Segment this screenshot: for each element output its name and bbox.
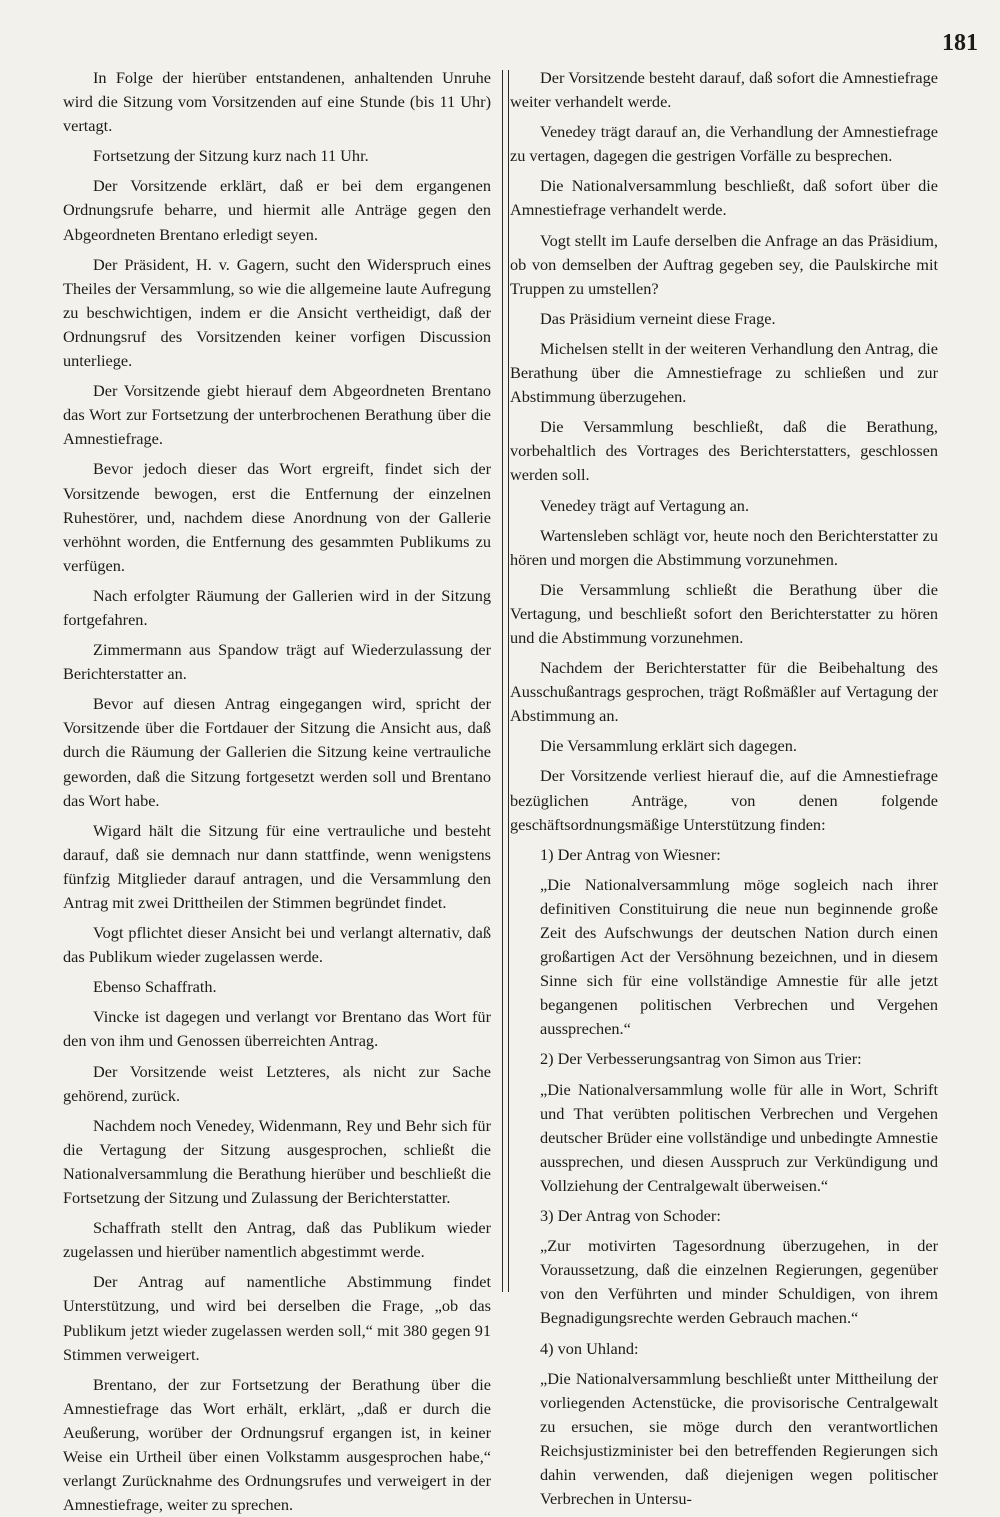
paragraph: Brentano, der zur Fortsetzung der Berathung über die Amnestiefrage das Wort erhält, erklärt, „daß er durch die Aeußerung, worüber der Ordnungsruf ergangen ist, in keiner Weise ein Urtheil über einen Volkstamm ausgesprochen habe,“ verlangt Zurücknahme des Ordnungsrufes und verweigert in der Amnestiefrage, weiter zu sprechen. [63,1374,491,1515]
motion-text: „Die Nationalversammlung beschließt unter Mittheilung der vorliegenden Actenstücke, die provisorische Centralgewalt zu ersuchen, sie möge durch den verantwortlichen Reichsjustizminister bei den betreffenden Regierungen sich dahin verwenden, daß diejenigen wegen politischer Verbrechen in Untersu- [540,1368,938,1509]
page-number: 181 [942,30,978,56]
paragraph: Ebenso Schaffrath. [93,977,217,997]
paragraph: Der Vorsitzende erklärt, daß er bei dem ergangenen Ordnungsrufe beharre, und hiermit alle Anträge gegen den Abgeordneten Brentano erledigt seyen. [63,176,491,244]
left-column [63,66,491,1515]
paragraph: Fortsetzung der Sitzung kurz nach 11 Uhr. [93,146,369,166]
paragraph: Schaffrath stellt den Antrag, daß das Publikum wieder zugelassen und hierüber namentlich abgestimmt werde. [63,1218,491,1262]
paragraph: Bevor jedoch dieser das Wort ergreift, findet sich der Vorsitzende bewogen, erst die Entfernung der einzelnen Ruhestörer, und, nachdem diese Anordnung von der Gallerie verhöhnt worden, die Entfernung des gesammten Publikums zu verfügen. [63,459,491,575]
paragraph: Das Präsidium verneint diese Frage. [540,308,776,328]
motion-heading: 1) Der Antrag von Wiesner: [540,844,721,864]
paragraph: Michelsen stellt in der weiteren Verhandlung den Antrag, die Berathung über die Amnestiefrage zu schließen und zur Abstimmung überzugehen. [510,338,938,407]
paragraph: Die Versammlung beschließt, daß die Berathung, vorbehaltlich des Vortrages des Berichterstatters, geschlossen werden soll. [510,417,938,485]
paragraph: Die Nationalversammlung beschließt, daß sofort über die Amnestiefrage verhandelt werde. [510,176,938,220]
paragraph: Der Vorsitzende weist Letzteres, als nicht zur Sache gehörend, zurück. [63,1061,491,1105]
paragraph: Nachdem noch Venedey, Widenmann, Rey und Behr sich für die Vertagung der Sitzung ausgesprochen, schließt die Nationalversammlung die Berathung hierüber und beschließt die Fortsetzung der Sitzung und Zulassung der Berichterstatter. [63,1115,491,1208]
motion-heading: 4) von Uhland: [540,1338,639,1358]
paragraph: Nach erfolgter Räumung der Gallerien wird in der Sitzung fortgefahren. [63,585,491,629]
paragraph: Venedey trägt auf Vertagung an. [540,495,750,515]
paragraph: Der Vorsitzende besteht darauf, daß sofort die Amnestiefrage weiter verhandelt werde. [510,68,938,112]
paragraph: Der Präsident, H. v. Gagern, sucht den Widerspruch eines Theiles der Versammlung, so wie die allgemeine laute Aufregung zu beschwichtigen, indem er die Ansicht vertheidigt, daß der Ordnungsruf des Vorsitzenden keiner vorfigen Discussion unterliege. [63,254,491,371]
motion-heading: 2) Der Verbesserungsantrag von Simon aus Trier: [540,1049,862,1069]
paragraph: Zimmermann aus Spandow trägt auf Wiederzulassung der Berichterstatter an. [63,640,491,684]
paragraph: Venedey trägt darauf an, die Verhandlung der Amnestiefrage zu vertagen, dagegen die gestrigen Vorfälle zu besprechen. [510,122,938,166]
paragraph: Die Versammlung schließt die Berathung über die Vertagung, und beschließt sofort den Berichterstatter zu hören und die Abstimmung vorzunehmen. [510,579,938,647]
motion-text: „Die Nationalversammlung möge sogleich nach ihrer definitiven Constituirung die neue nun beginnende große Zeit des Aufschwungs der deutschen Nation durch einen großartigen Act der Versöhnung bezeichnen, und in diesem Sinne sich für eine vollständige Amnestie für alle jetzt begangenen politischen Verbrechen und Vergehen aussprechen.“ [540,874,938,1039]
column-divider [502,70,509,1292]
paragraph: Vogt pflichtet dieser Ansicht bei und verlangt alternativ, daß das Publikum wieder zugelassen werde. [63,923,491,967]
motion-text: „Die Nationalversammlung wolle für alle in Wort, Schrift und That verübten politischen Verbrechen und Vergehen deutscher Brüder eine vollständige und unbedingte Amnestie aussprechen, und diesen Ausspruch zur Verkündigung und Vollziehung der Centralgewalt überweisen.“ [540,1079,938,1195]
motion-text: „Zur motivirten Tagesordnung überzugehen, in der Voraussetzung, daß die einzelnen Regierungen, gegenüber von den Verführten und minder Schuldigen, von ihrem Begnadigungsrechte werden Gebrauch machen.“ [540,1236,938,1328]
paragraph: Nachdem der Berichterstatter für die Beibehaltung des Ausschußantrags gesprochen, trägt Roßmäßler auf Vertagung der Abstimmung an. [510,658,938,726]
paragraph: Die Versammlung erklärt sich dagegen. [540,736,797,756]
paragraph: Vincke ist dagegen und verlangt vor Brentano das Wort für den von ihm und Genossen überreichten Antrag. [63,1007,491,1051]
paragraph: Wartensleben schlägt vor, heute noch den Berichterstatter zu hören und morgen die Abstimmung vorzunehmen. [510,525,938,569]
paragraph: Der Vorsitzende verliest hierauf die, auf die Amnestiefrage bezüglichen Anträge, von denen folgende geschäftsordnungsmäßige Unterstützung finden: [510,766,938,834]
right-column [510,66,938,1509]
paragraph: Der Antrag auf namentliche Abstimmung findet Unterstützung, und wird bei derselben die Frage, „ob das Publikum jetzt wieder zugelassen werden soll,“ mit 380 gegen 91 Stimmen verweigert. [63,1272,491,1364]
paragraph: Bevor auf diesen Antrag eingegangen wird, spricht der Vorsitzende über die Fortdauer der Sitzung die Ansicht aus, daß durch die Räumung der Gallerien die Sitzung keine vertrauliche geworden, daß die Sitzung fortgesetzt werden soll und Brentano das Wort habe. [63,694,491,810]
motion-heading: 3) Der Antrag von Schoder: [540,1206,721,1226]
paragraph: Der Vorsitzende giebt hierauf dem Abgeordneten Brentano das Wort zur Fortsetzung der unterbrochenen Berathung über die Amnestiefrage. [63,381,491,449]
paragraph: Vogt stellt im Laufe derselben die Anfrage an das Präsidium, ob von demselben der Auftrag gegeben sey, die Paulskirche mit Truppen zu umstellen? [510,230,938,298]
paragraph: In Folge der hierüber entstandenen, anhaltenden Unruhe wird die Sitzung vom Vorsitzenden auf eine Stunde (bis 11 Uhr) vertagt. [63,68,491,136]
paragraph: Wigard hält die Sitzung für eine vertrauliche und besteht darauf, daß sie demnach nur dann stattfinde, wenn wenigstens fünfzig Mitglieder darauf antragen, und die Versammlung den Antrag mit zwei Drittheilen der Stimmen begründet findet. [63,820,491,912]
